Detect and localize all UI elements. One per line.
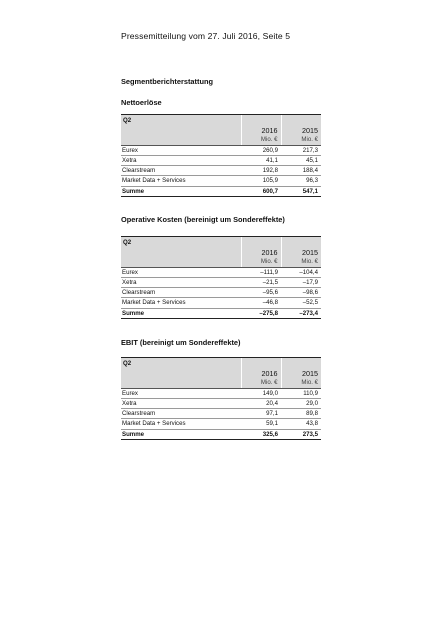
value-2015: 217,3 (281, 145, 321, 155)
header-row-quarter (121, 115, 321, 127)
value-2015: –98,6 (281, 288, 321, 298)
page-header: Pressemitteilung vom 27. Juli 2016, Seite 5 (121, 31, 291, 41)
header-row-years (121, 126, 321, 135)
year-previous: 2015 (281, 369, 321, 378)
row-label: Eurex (121, 388, 241, 398)
row-label: Clearstream (121, 288, 241, 298)
table-operative-kosten (121, 236, 321, 319)
year-previous: 2015 (281, 126, 321, 135)
total-2015: –273,4 (281, 308, 321, 318)
value-2016: 192,8 (241, 166, 281, 176)
quarter-label: Q2 (121, 358, 241, 370)
header-row-unit (121, 257, 321, 267)
table-row (121, 277, 321, 287)
year-previous: 2015 (281, 248, 321, 257)
row-label: Clearstream (121, 166, 241, 176)
table-ebit (121, 357, 321, 440)
header-row-unit (121, 378, 321, 388)
year-current: 2016 (241, 248, 281, 257)
table-row (121, 166, 321, 176)
value-2015: 29,0 (281, 398, 321, 408)
total-2016: –275,8 (241, 308, 281, 318)
table-row (121, 155, 321, 165)
table-row (121, 398, 321, 408)
total-label: Summe (121, 429, 241, 439)
row-label: Market Data + Services (121, 176, 241, 186)
table-row (121, 388, 321, 398)
value-2015: 89,8 (281, 409, 321, 419)
row-label: Xetra (121, 155, 241, 165)
total-label: Summe (121, 308, 241, 318)
value-2016: 59,1 (241, 419, 281, 429)
quarter-label: Q2 (121, 237, 241, 249)
value-2016: –46,8 (241, 298, 281, 308)
value-2015: –52,5 (281, 298, 321, 308)
year-current: 2016 (241, 369, 281, 378)
row-label: Clearstream (121, 409, 241, 419)
value-2016: 41,1 (241, 155, 281, 165)
value-2016: 20,4 (241, 398, 281, 408)
table-row (121, 409, 321, 419)
value-2016: 105,9 (241, 176, 281, 186)
total-label: Summe (121, 186, 241, 196)
value-2015: 96,3 (281, 176, 321, 186)
value-2015: 188,4 (281, 166, 321, 176)
row-label: Market Data + Services (121, 419, 241, 429)
table-row (121, 176, 321, 186)
unit-current: Mio. € (241, 378, 281, 388)
year-current: 2016 (241, 126, 281, 135)
total-2016: 325,6 (241, 429, 281, 439)
section-title: Segmentberichterstattung (121, 77, 213, 86)
table-title-nettoerloese: Nettoerlöse (121, 98, 162, 107)
table-row (121, 145, 321, 155)
table-title-ebit: EBIT (bereinigt um Sondereffekte) (121, 338, 241, 347)
value-2016: 260,9 (241, 145, 281, 155)
total-2015: 547,1 (281, 186, 321, 196)
total-row (121, 308, 321, 318)
table-title-operative-kosten: Operative Kosten (bereinigt um Sondereffekte) (121, 215, 285, 224)
value-2015: 110,9 (281, 388, 321, 398)
unit-current: Mio. € (241, 135, 281, 145)
value-2016: –95,6 (241, 288, 281, 298)
value-2016: –21,5 (241, 277, 281, 287)
header-row-quarter (121, 358, 321, 370)
unit-current: Mio. € (241, 257, 281, 267)
value-2015: –104,4 (281, 267, 321, 277)
header-row-years (121, 248, 321, 257)
value-2016: 149,0 (241, 388, 281, 398)
value-2016: –111,9 (241, 267, 281, 277)
total-row (121, 429, 321, 439)
value-2016: 97,1 (241, 409, 281, 419)
row-label: Xetra (121, 277, 241, 287)
value-2015: 45,1 (281, 155, 321, 165)
table-nettoerloese (121, 114, 321, 197)
value-2015: 43,8 (281, 419, 321, 429)
row-label: Xetra (121, 398, 241, 408)
total-row (121, 186, 321, 196)
table-row (121, 419, 321, 429)
header-row-quarter (121, 237, 321, 249)
total-2015: 273,5 (281, 429, 321, 439)
row-label: Eurex (121, 145, 241, 155)
row-label: Eurex (121, 267, 241, 277)
value-2015: –17,9 (281, 277, 321, 287)
unit-previous: Mio. € (281, 135, 321, 145)
quarter-label: Q2 (121, 115, 241, 127)
header-row-years (121, 369, 321, 378)
header-row-unit (121, 135, 321, 145)
table-row (121, 298, 321, 308)
table-row (121, 267, 321, 277)
unit-previous: Mio. € (281, 257, 321, 267)
table-row (121, 288, 321, 298)
unit-previous: Mio. € (281, 378, 321, 388)
total-2016: 600,7 (241, 186, 281, 196)
row-label: Market Data + Services (121, 298, 241, 308)
